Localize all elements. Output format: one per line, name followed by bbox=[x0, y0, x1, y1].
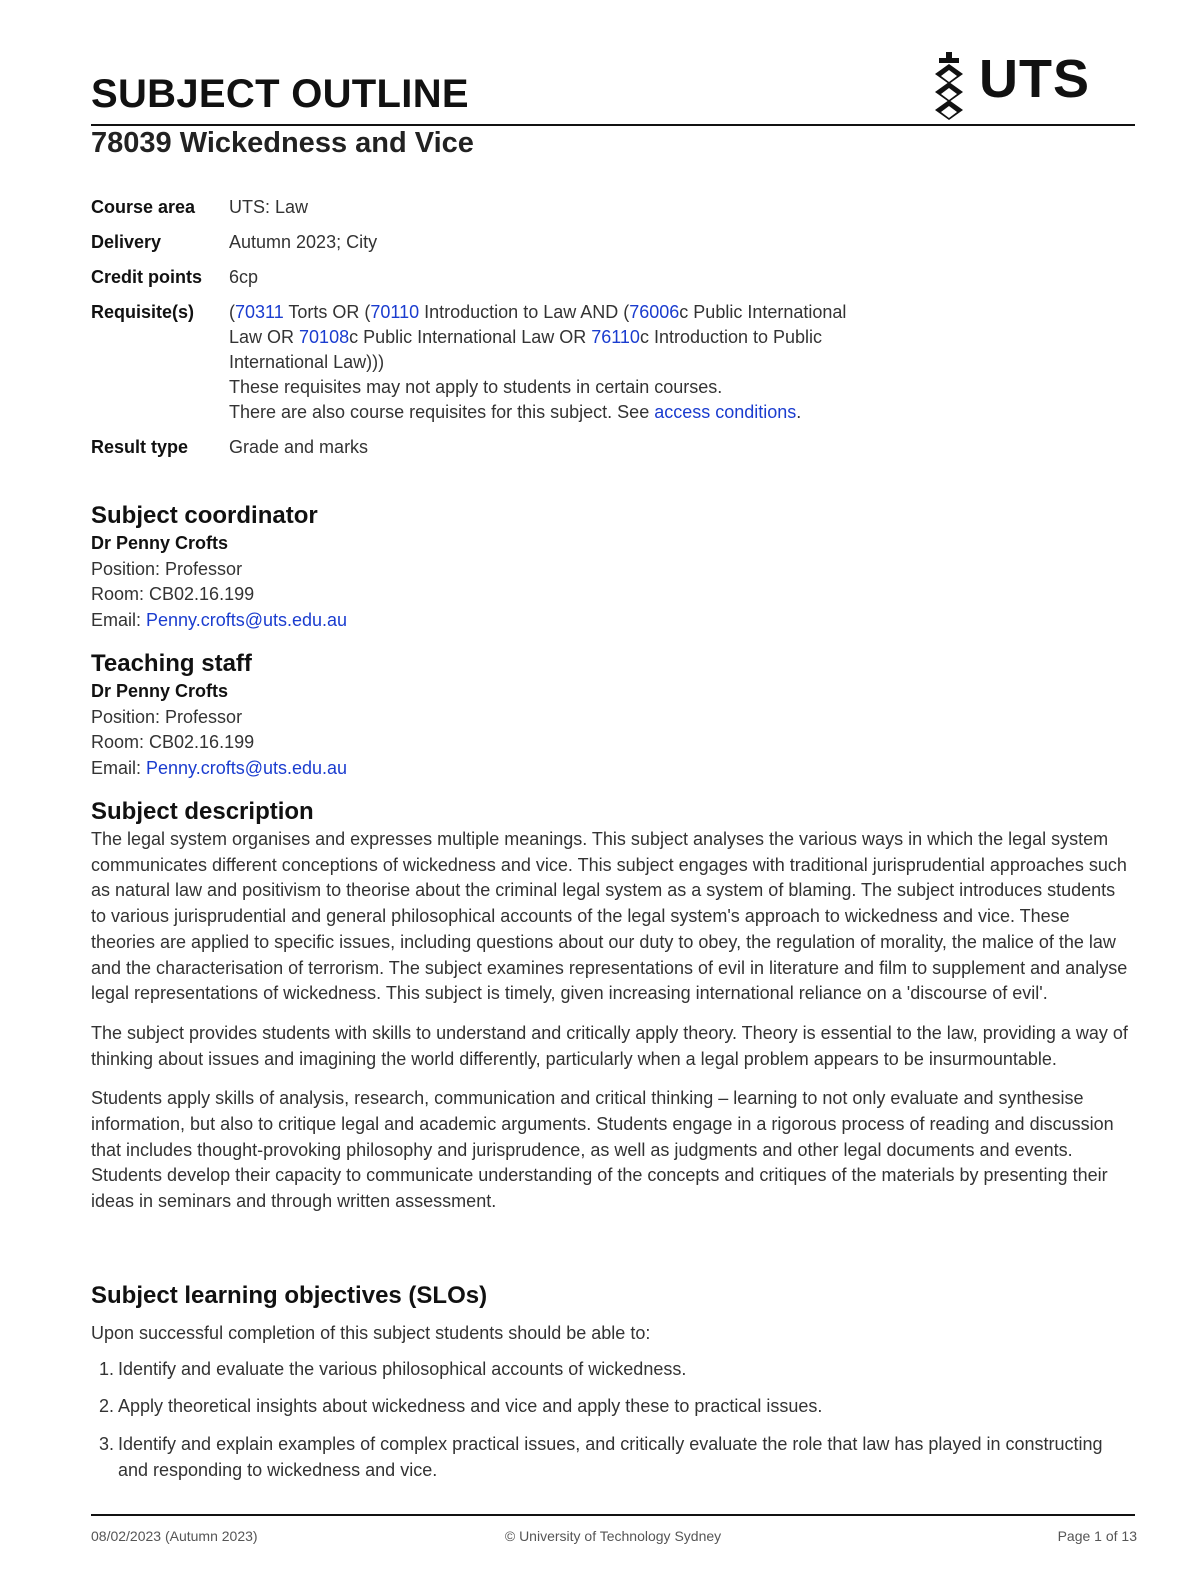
header-divider bbox=[91, 124, 1135, 126]
coordinator-name: Dr Penny Crofts bbox=[91, 533, 229, 553]
document-title: SUBJECT OUTLINE bbox=[91, 72, 469, 116]
learning-objectives-intro: Upon successful completion of this subject students should be able to: bbox=[91, 1323, 651, 1343]
req-text: There are also course requisites for this subject. See bbox=[229, 402, 655, 422]
delivery-label: Delivery bbox=[91, 232, 162, 252]
subject-link-70110[interactable]: 70110 bbox=[370, 302, 420, 322]
description-paragraph: Students apply skills of analysis, research, communication and critical thinking – learning to not only evaluate and synthesise information, but also to critique legal and academic arguments. Students engage in a rigorous process of reading and discussion that includes thought-provoking philosophy and jurisprudence, as well as judgments and other legal documents and events. Students develop their capacity to communicate understanding of the concepts and critiques of the materials by presenting their ideas in seminars and through written assessment. bbox=[91, 1088, 1114, 1212]
result-type-label: Result type bbox=[91, 437, 189, 457]
teacher-name: Dr Penny Crofts bbox=[91, 681, 229, 701]
requisites-row bbox=[91, 300, 1091, 425]
course-requisites-note bbox=[229, 400, 1091, 425]
course-area-label: Course area bbox=[91, 197, 196, 217]
coordinator-email-line bbox=[91, 608, 1135, 634]
subject-link-70311[interactable]: 70311 bbox=[235, 302, 284, 322]
description-paragraph: The subject provides students with skills to understand and critically apply theory. Theory is essential to the law, providing a way of thinking about issues and imagining the world differently, particularly when a legal problem appears to be insurmountable. bbox=[91, 1022, 1128, 1069]
slo-item bbox=[91, 1432, 1135, 1483]
footer-divider bbox=[91, 1514, 1135, 1516]
credit-points-label: Credit points bbox=[91, 267, 202, 287]
logo-text: UTS bbox=[979, 49, 1090, 109]
req-text: c Public International Law OR bbox=[349, 327, 592, 347]
footer-date: 08/02/2023 (Autumn 2023) bbox=[91, 1528, 258, 1544]
requisites-note: These requisites may not apply to students in certain courses. bbox=[229, 377, 723, 397]
email-label: Email: bbox=[91, 610, 147, 631]
subject-description-heading: Subject description bbox=[91, 798, 314, 825]
document-header bbox=[91, 49, 1135, 126]
coordinator-room: Room: CB02.16.199 bbox=[91, 584, 255, 605]
delivery-row bbox=[91, 230, 1091, 255]
slo-item bbox=[91, 1394, 1135, 1420]
teaching-staff-section bbox=[91, 649, 1135, 782]
requisites-label: Requisite(s) bbox=[91, 302, 195, 322]
slo-item bbox=[91, 1357, 1135, 1383]
footer-page-number: Page 1 of 13 bbox=[1057, 1528, 1137, 1544]
coordinator-position: Position: Professor bbox=[91, 558, 243, 579]
req-text: . bbox=[796, 402, 802, 422]
uts-crest-icon bbox=[929, 50, 969, 122]
teacher-email-link[interactable]: Penny.crofts@uts.edu.au bbox=[146, 758, 348, 779]
subject-link-70108[interactable]: 70108 bbox=[299, 327, 350, 347]
req-text: ( bbox=[229, 302, 235, 322]
course-area-value: UTS: Law bbox=[229, 197, 309, 217]
uts-logo bbox=[929, 50, 1093, 122]
req-text: c Public International bbox=[679, 302, 847, 322]
subject-link-76110[interactable]: 76110 bbox=[591, 327, 640, 347]
req-text: c Introduction to Public bbox=[639, 327, 823, 347]
subject-details bbox=[91, 195, 1091, 470]
footer-copyright: © University of Technology Sydney bbox=[504, 1528, 722, 1544]
credit-points-value: 6cp bbox=[229, 267, 259, 287]
subject-coordinator-section bbox=[91, 501, 1135, 634]
description-paragraph: The legal system organises and expresses multiple meanings. This subject analyses the various ways in which the legal system communicates different conceptions of wickedness and vice. This subject engages with traditional jurisprudential approaches such as natural law and positivism to theorise about the criminal legal system as a system of blaming. The subject introduces students to various jurisprudential and general philosophical accounts of the legal system's approach to wickedness and vice. These theories are applied to specific issues, including questions about our duty to obey, the regulation of morality, the malice of the law and the characterisation of terrorism. The subject examines representations of evil in literature and film to supplement and analyse legal representations of wickedness. This subject is timely, given increasing international reliance on a 'discourse of evil'. bbox=[91, 829, 1128, 1004]
learning-objectives-heading: Subject learning objectives (SLOs) bbox=[91, 1282, 488, 1309]
subject-description-section bbox=[91, 797, 1135, 1229]
result-type-value: Grade and marks bbox=[229, 437, 369, 457]
email-label: Email: bbox=[91, 758, 147, 779]
requisites-value bbox=[229, 300, 1091, 425]
requisites-line-3: International Law))) bbox=[229, 352, 385, 372]
coordinator-email-link[interactable]: Penny.crofts@uts.edu.au bbox=[146, 610, 348, 631]
teacher-position: Position: Professor bbox=[91, 706, 243, 727]
slo-number: 2. bbox=[98, 1396, 114, 1417]
access-conditions-link[interactable]: access conditions bbox=[654, 402, 797, 422]
course-area-row bbox=[91, 195, 1091, 220]
req-text: Introduction to Law AND ( bbox=[419, 302, 630, 322]
slo-text: Identify and explain examples of complex practical issues, and critically evaluate the role that law has played in constructing and responding to wickedness and vice. bbox=[118, 1434, 1103, 1480]
teacher-room: Room: CB02.16.199 bbox=[91, 732, 255, 753]
learning-objectives-section bbox=[91, 1281, 1135, 1496]
requisites-line-1 bbox=[229, 300, 1091, 325]
requisites-line-2 bbox=[229, 325, 1091, 350]
subject-outline-page bbox=[91, 0, 1135, 1590]
result-type-row bbox=[91, 435, 1091, 460]
subject-title: 78039 Wickedness and Vice bbox=[91, 127, 474, 159]
subject-link-76006[interactable]: 76006 bbox=[629, 302, 680, 322]
req-text: Torts OR ( bbox=[283, 302, 371, 322]
subject-coordinator-heading: Subject coordinator bbox=[91, 502, 318, 529]
req-text: Law OR bbox=[229, 327, 300, 347]
teaching-staff-heading: Teaching staff bbox=[91, 650, 252, 677]
slo-text: Identify and evaluate the various philosophical accounts of wickedness. bbox=[118, 1358, 687, 1379]
slo-number: 3. bbox=[98, 1434, 114, 1455]
slo-number: 1. bbox=[98, 1358, 114, 1379]
slo-text: Apply theoretical insights about wickedness and vice and apply these to practical issues. bbox=[118, 1396, 823, 1417]
teacher-email-line bbox=[91, 756, 1135, 782]
credit-points-row bbox=[91, 265, 1091, 290]
delivery-value: Autumn 2023; City bbox=[229, 232, 378, 252]
